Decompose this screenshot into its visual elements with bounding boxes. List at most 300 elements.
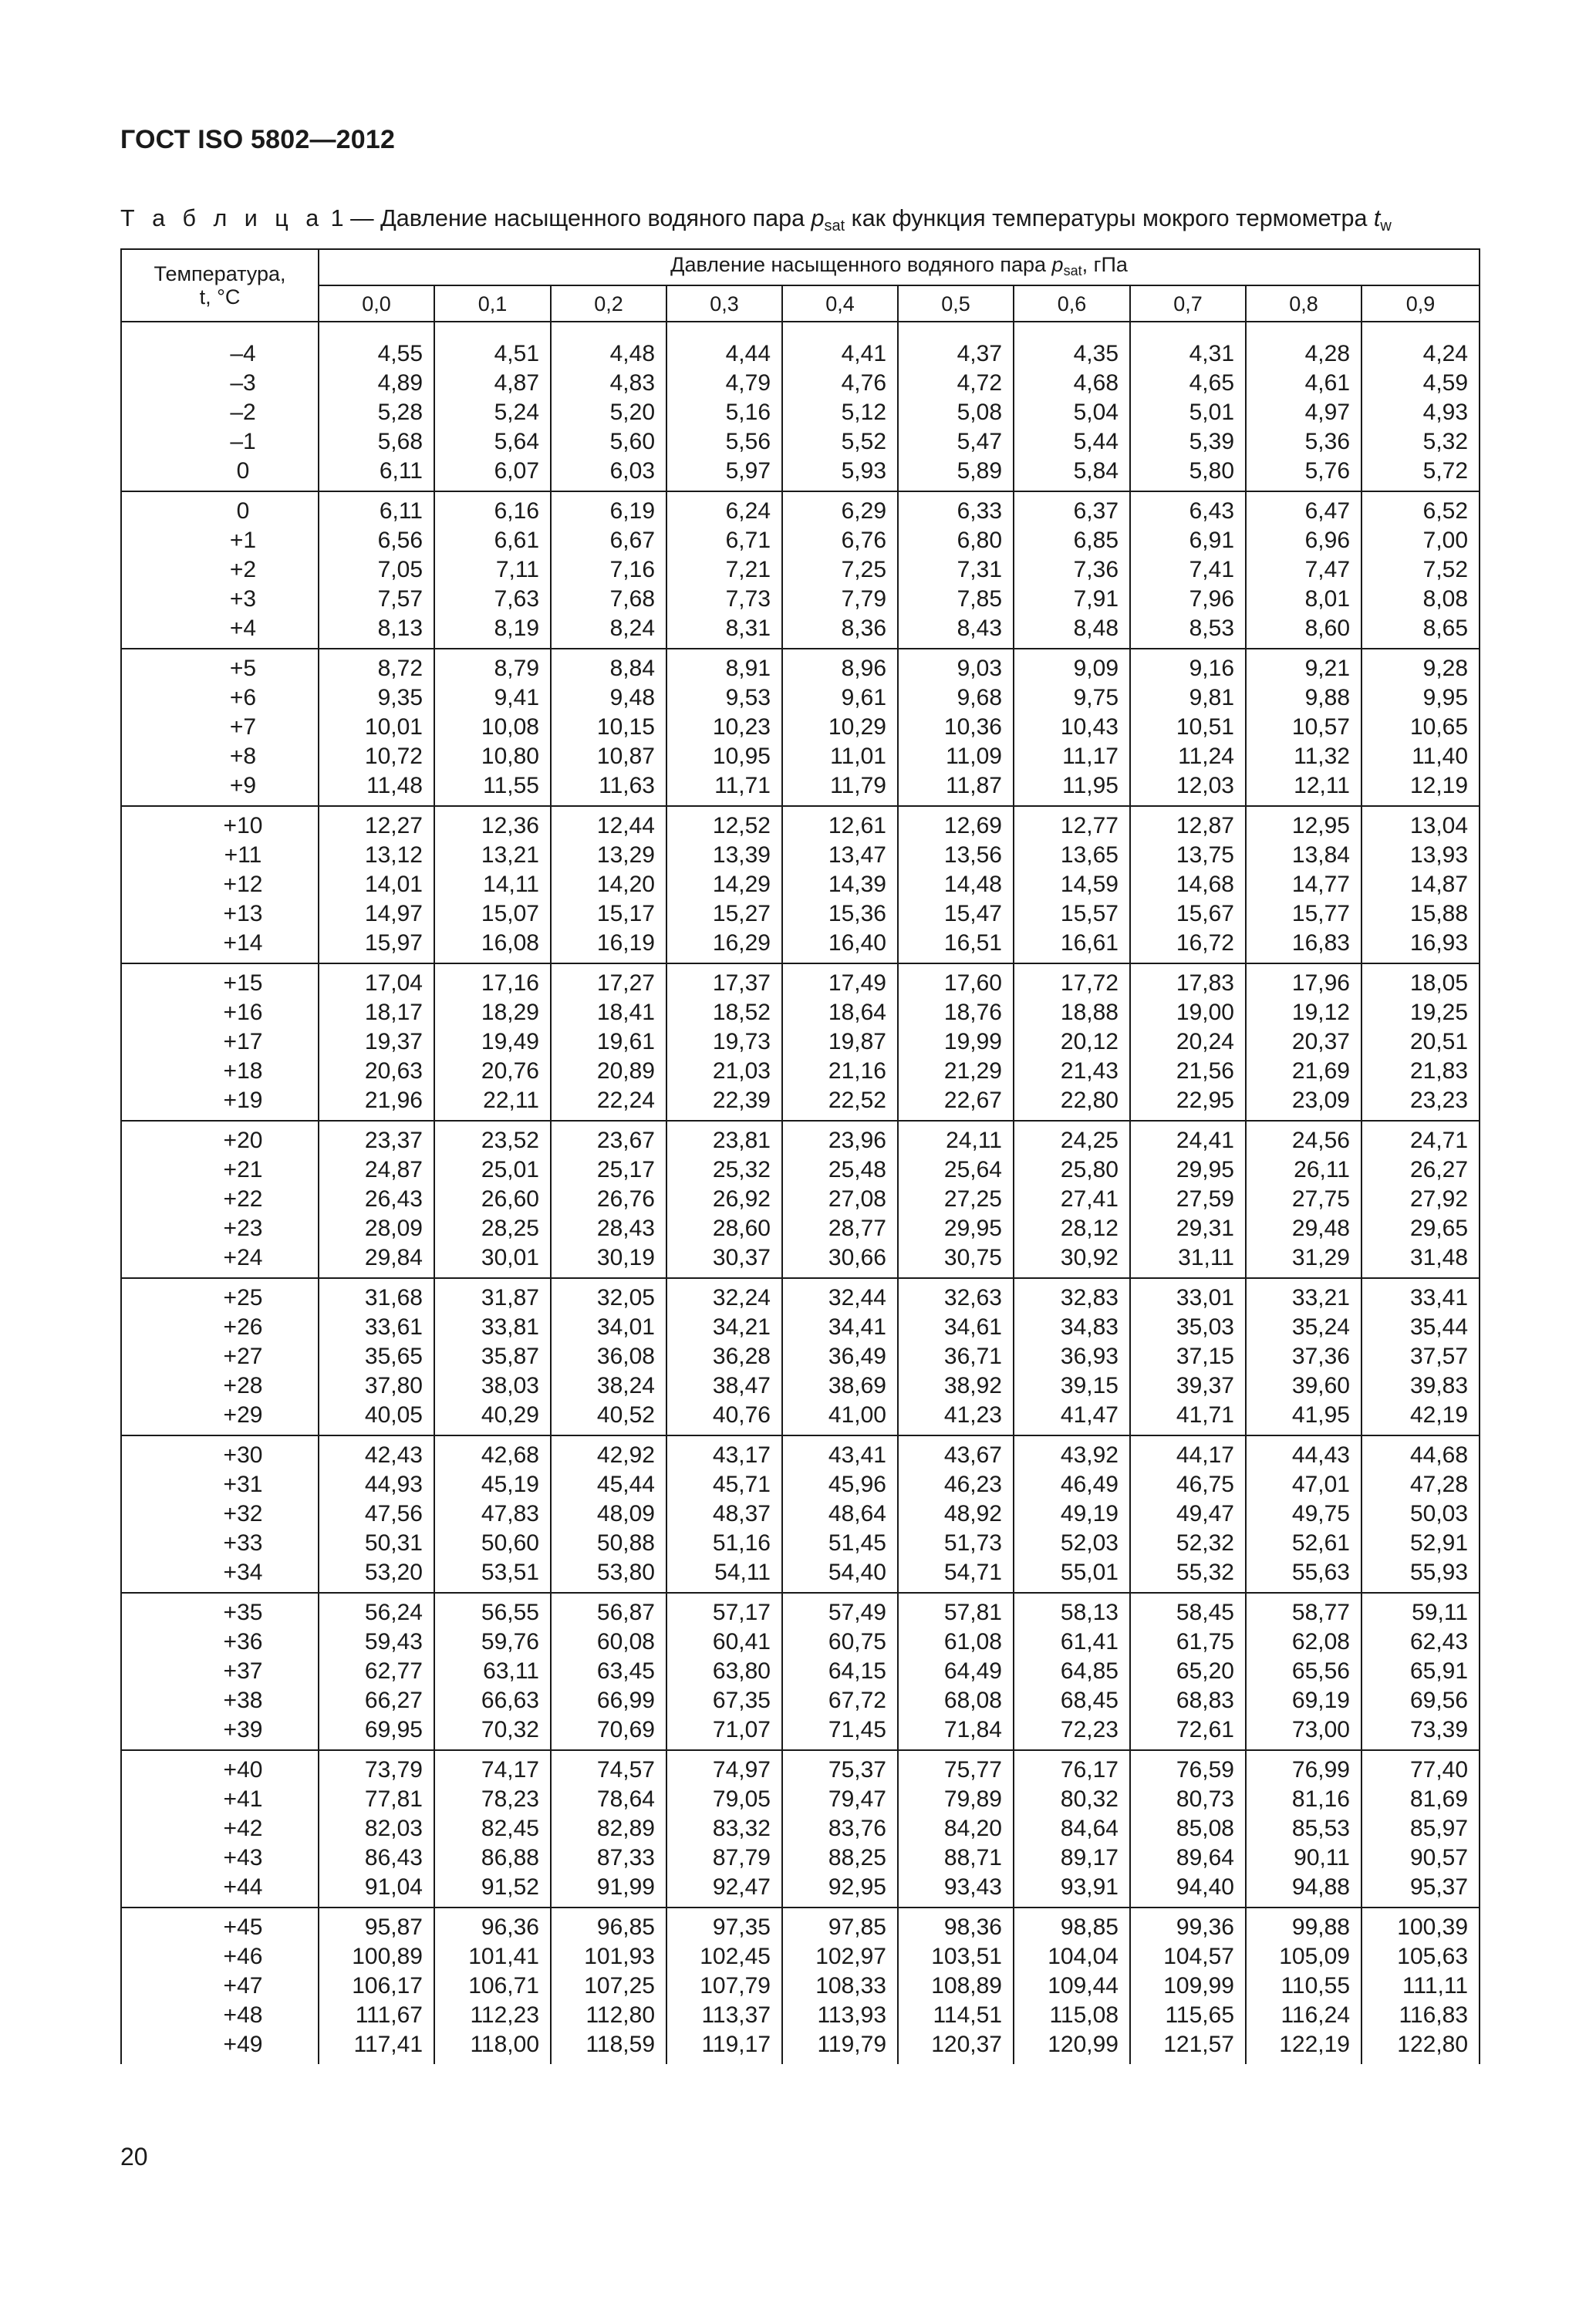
caption-t-symbol: t: [1373, 205, 1381, 231]
temperature-cell: [121, 335, 319, 491]
pressure-value: 73,00: [1291, 1717, 1350, 1742]
pressure-cell: [782, 649, 898, 806]
pressure-value: 37,57: [1409, 1344, 1469, 1369]
spacer-cell: [1361, 322, 1480, 335]
pressure-value: 22,67: [943, 1088, 1002, 1113]
pressure-value: 5,72: [1422, 458, 1469, 484]
pressure-cell: [666, 1121, 782, 1278]
pressure-value: 48,37: [712, 1501, 771, 1526]
pressure-value: 10,72: [364, 744, 423, 769]
temperature-cell: [121, 1593, 319, 1750]
pressure-value: 10,80: [481, 744, 539, 769]
pressure-value: 98,85: [1060, 1914, 1119, 1940]
pressure-cell: [898, 806, 1014, 963]
pressure-value: 38,47: [712, 1373, 771, 1398]
pressure-value: 5,80: [1189, 458, 1234, 484]
pressure-value: 5,36: [1304, 429, 1350, 454]
pressure-value: 10,65: [1409, 714, 1469, 740]
temperature-group: [121, 1593, 1480, 1750]
pressure-cell: [1130, 1435, 1246, 1593]
pressure-value: 31,87: [481, 1285, 539, 1310]
pressure-value: 38,24: [596, 1373, 655, 1398]
pressure-value: 49,19: [1060, 1501, 1119, 1526]
page-number: 20: [120, 2143, 148, 2171]
pressure-value: 35,87: [481, 1344, 539, 1369]
pressure-value: 9,41: [494, 685, 539, 710]
pressure-value: 112,80: [585, 2002, 655, 2028]
pressure-value: 7,79: [841, 586, 886, 612]
pressure-cell: [1361, 1121, 1480, 1278]
pressure-value: 82,89: [596, 1816, 655, 1841]
pressure-cell: [782, 1593, 898, 1750]
pressure-value: 44,93: [364, 1472, 423, 1497]
pressure-value: 36,93: [1060, 1344, 1119, 1369]
pressure-value: 52,03: [1060, 1530, 1119, 1556]
pressure-value: 57,81: [943, 1600, 1002, 1625]
pressure-value: 29,84: [364, 1245, 423, 1270]
pressure-value: 85,08: [1176, 1816, 1234, 1841]
pressure-value: 74,97: [712, 1757, 771, 1783]
pressure-value: 8,91: [725, 656, 771, 681]
pressure-value: 12,44: [596, 813, 655, 838]
temperature-value: +21: [223, 1157, 263, 1182]
pressure-cell: [898, 1593, 1014, 1750]
pressure-value: 12,52: [712, 813, 771, 838]
pressure-value: 47,83: [481, 1501, 539, 1526]
pressure-value: 19,99: [943, 1029, 1002, 1054]
pressure-value: 95,87: [364, 1914, 423, 1940]
temperature-value: +40: [223, 1757, 263, 1783]
spacer-cell: [1014, 322, 1130, 335]
pressure-value: 8,48: [1073, 616, 1119, 641]
pressure-value: 91,04: [364, 1874, 423, 1900]
pressure-value: 14,11: [483, 872, 539, 897]
temperature-value: +8: [229, 744, 257, 769]
pressure-value: 5,24: [494, 400, 539, 425]
pressure-value: 61,08: [943, 1629, 1002, 1655]
pressure-value: 111,11: [1402, 1973, 1469, 1999]
pressure-value: 44,43: [1291, 1442, 1350, 1468]
pressure-value: 23,81: [712, 1128, 771, 1153]
pressure-value: 20,24: [1176, 1029, 1234, 1054]
pressure-value: 104,04: [1048, 1944, 1119, 1969]
pressure-value: 30,01: [481, 1245, 539, 1270]
pressure-cell: [1130, 963, 1246, 1121]
pressure-value: 43,41: [828, 1442, 886, 1468]
spacer-cell: [1246, 322, 1361, 335]
pressure-value: 4,51: [494, 341, 539, 366]
temperature-value: +42: [223, 1816, 263, 1841]
pressure-value: 28,43: [596, 1216, 655, 1241]
pressure-value: 12,87: [1176, 813, 1234, 838]
pressure-value: 21,03: [712, 1058, 771, 1084]
pressure-value: 45,19: [481, 1472, 539, 1497]
pressure-value: 7,57: [377, 586, 423, 612]
temperature-group: [121, 1121, 1480, 1278]
pressure-value: 23,37: [364, 1128, 423, 1153]
pressure-value: 11,79: [830, 773, 886, 798]
pressure-value: 8,43: [957, 616, 1002, 641]
temperature-header-line1: Температура,: [154, 262, 286, 285]
temperature-value: +3: [229, 586, 257, 612]
pressure-value: 21,56: [1176, 1058, 1234, 1084]
temperature-value: +29: [223, 1402, 263, 1428]
pressure-value: 73,39: [1409, 1717, 1469, 1742]
pressure-value: 16,40: [828, 930, 886, 956]
pressure-cell: [551, 1750, 666, 1908]
pressure-value: 116,24: [1281, 2002, 1350, 2028]
temperature-value: +46: [223, 1944, 263, 1969]
pressure-value: 28,09: [364, 1216, 423, 1241]
temperature-group: [121, 335, 1480, 491]
temperature-group: [121, 806, 1480, 963]
pressure-value: 13,93: [1409, 842, 1469, 868]
pressure-value: 9,68: [957, 685, 1002, 710]
pressure-value: 84,20: [943, 1816, 1002, 1841]
pressure-value: 14,48: [943, 872, 1002, 897]
temperature-value: +36: [223, 1629, 263, 1655]
pressure-value: 27,92: [1409, 1186, 1469, 1212]
pressure-value: 29,65: [1409, 1216, 1469, 1241]
pressure-value: 101,41: [468, 1944, 539, 1969]
pressure-value: 12,77: [1060, 813, 1119, 838]
pressure-value: 38,03: [481, 1373, 539, 1398]
pressure-value: 20,76: [481, 1058, 539, 1084]
pressure-value: 26,11: [1294, 1157, 1350, 1182]
pressure-value: 79,89: [943, 1786, 1002, 1812]
pressure-value: 64,15: [828, 1658, 886, 1684]
pressure-value: 85,53: [1291, 1816, 1350, 1841]
temperature-value: +23: [223, 1216, 263, 1241]
pressure-value: 6,03: [609, 458, 655, 484]
temperature-value: +9: [229, 773, 257, 798]
pressure-value: 14,68: [1176, 872, 1234, 897]
pressure-cell: [319, 1750, 434, 1908]
pressure-value: 74,17: [481, 1757, 539, 1783]
pressure-header-suffix: , гПа: [1081, 252, 1128, 276]
pressure-cell: [1246, 491, 1361, 649]
pressure-value: 10,01: [364, 714, 423, 740]
pressure-value: 78,23: [481, 1786, 539, 1812]
pressure-value: 17,96: [1291, 970, 1350, 996]
temperature-value: +18: [223, 1058, 263, 1084]
pressure-value: 61,75: [1176, 1629, 1234, 1655]
pressure-value: 29,95: [1176, 1157, 1234, 1182]
pressure-value: 81,69: [1409, 1786, 1469, 1812]
temperature-value: +26: [223, 1314, 263, 1340]
pressure-value: 113,37: [701, 2002, 771, 2028]
pressure-value: 50,88: [596, 1530, 655, 1556]
pressure-value: 69,19: [1291, 1688, 1350, 1713]
pressure-cell: [898, 335, 1014, 491]
pressure-cell: [319, 491, 434, 649]
pressure-value: 8,65: [1422, 616, 1469, 641]
pressure-value: 20,63: [364, 1058, 423, 1084]
spacer-cell: [666, 322, 782, 335]
pressure-value: 54,11: [714, 1560, 771, 1585]
pressure-value: 4,76: [841, 370, 886, 396]
pressure-value: 15,77: [1291, 901, 1350, 926]
temperature-value: +1: [229, 528, 257, 553]
pressure-value: 40,52: [596, 1402, 655, 1428]
pressure-value: 66,27: [364, 1688, 423, 1713]
pressure-value: 41,23: [943, 1402, 1002, 1428]
table-row-group: [121, 1593, 1480, 1750]
pressure-cell: [1130, 1278, 1246, 1435]
pressure-value: 51,16: [712, 1530, 771, 1556]
pressure-value: 102,45: [700, 1944, 771, 1969]
pressure-cell: [319, 335, 434, 491]
caption-text-2: как функция температуры мокрого термометра: [845, 205, 1374, 231]
pressure-value: 9,75: [1073, 685, 1119, 710]
pressure-value: 73,79: [364, 1757, 423, 1783]
pressure-value: 118,00: [470, 2032, 539, 2057]
pressure-cell: [1130, 649, 1246, 806]
table-header: [121, 249, 1480, 322]
fraction-header-cell: 0,2: [551, 285, 666, 322]
pressure-value: 6,47: [1304, 498, 1350, 524]
pressure-value: 5,64: [494, 429, 539, 454]
pressure-value: 48,09: [596, 1501, 655, 1526]
pressure-value: 42,43: [364, 1442, 423, 1468]
pressure-value: 97,35: [712, 1914, 771, 1940]
pressure-value: 10,57: [1291, 714, 1350, 740]
pressure-value: 107,79: [700, 1973, 771, 1999]
pressure-cell: [1246, 1278, 1361, 1435]
pressure-value: 102,97: [815, 1944, 886, 1969]
temperature-group: [121, 649, 1480, 806]
temperature-value: +39: [223, 1717, 263, 1742]
pressure-value: 36,28: [712, 1344, 771, 1369]
pressure-cell: [1246, 806, 1361, 963]
pressure-value: 30,19: [596, 1245, 655, 1270]
pressure-value: 33,41: [1409, 1285, 1469, 1310]
temperature-value: +6: [229, 685, 257, 710]
spacer-cell: [319, 322, 434, 335]
caption-p-sub: sat: [824, 218, 845, 234]
pressure-value: 60,41: [712, 1629, 771, 1655]
pressure-value: 4,68: [1073, 370, 1119, 396]
pressure-value: 12,03: [1176, 773, 1234, 798]
pressure-cell: [551, 649, 666, 806]
pressure-cell: [551, 1435, 666, 1593]
pressure-value: 46,75: [1176, 1472, 1234, 1497]
pressure-value: 6,91: [1189, 528, 1234, 553]
pressure-value: 59,43: [364, 1629, 423, 1655]
pressure-value: 25,64: [943, 1157, 1002, 1182]
temperature-value: +10: [223, 813, 263, 838]
table-row-group: [121, 1435, 1480, 1593]
pressure-value: 6,33: [957, 498, 1002, 524]
pressure-value: 29,48: [1291, 1216, 1350, 1241]
pressure-value: 21,29: [943, 1058, 1002, 1084]
pressure-value: 6,19: [609, 498, 655, 524]
document-id: ГОСТ ISO 5802—2012: [120, 125, 396, 154]
pressure-value: 122,19: [1279, 2032, 1350, 2057]
pressure-cell: [1361, 335, 1480, 491]
pressure-value: 106,17: [352, 1973, 423, 1999]
temperature-value: +24: [223, 1245, 263, 1270]
temperature-value: +7: [229, 714, 257, 740]
pressure-value: 5,60: [609, 429, 655, 454]
pressure-value: 28,60: [712, 1216, 771, 1241]
pressure-value: 15,17: [596, 901, 655, 926]
pressure-value: 19,12: [1291, 1000, 1350, 1025]
temperature-cell: [121, 1750, 319, 1908]
table-row-group: [121, 806, 1480, 963]
pressure-value: 93,91: [1060, 1874, 1119, 1900]
pressure-cell: [1246, 1908, 1361, 2064]
pressure-value: 4,65: [1189, 370, 1234, 396]
pressure-value: 20,89: [596, 1058, 655, 1084]
pressure-value: 17,16: [481, 970, 539, 996]
pressure-value: 53,51: [481, 1560, 539, 1585]
pressure-value: 13,39: [712, 842, 771, 868]
pressure-cell: [434, 1750, 551, 1908]
pressure-value: 109,99: [1163, 1973, 1234, 1999]
pressure-value: 56,55: [481, 1600, 539, 1625]
fraction-header-row: [121, 285, 1480, 322]
pressure-value: 14,39: [828, 872, 886, 897]
pressure-cell: [1014, 1750, 1130, 1908]
pressure-value: 5,89: [957, 458, 1002, 484]
pressure-cell: [1130, 806, 1246, 963]
pressure-value: 55,63: [1291, 1560, 1350, 1585]
pressure-value: 10,23: [712, 714, 771, 740]
pressure-value: 117,41: [353, 2032, 423, 2057]
pressure-value: 6,11: [379, 458, 423, 484]
pressure-value: 4,87: [494, 370, 539, 396]
pressure-value: 16,08: [481, 930, 539, 956]
temperature-value: +49: [223, 2032, 263, 2057]
temperature-group: [121, 491, 1480, 649]
pressure-value: 4,61: [1304, 370, 1350, 396]
pressure-value: 23,09: [1291, 1088, 1350, 1113]
pressure-value: 21,96: [364, 1088, 423, 1113]
pressure-cell: [782, 963, 898, 1121]
pressure-value: 26,27: [1409, 1157, 1469, 1182]
pressure-value: 82,03: [364, 1816, 423, 1841]
pressure-value: 37,36: [1291, 1344, 1350, 1369]
pressure-value: 10,08: [481, 714, 539, 740]
pressure-value: 42,92: [596, 1442, 655, 1468]
pressure-value: 8,19: [494, 616, 539, 641]
pressure-value: 11,17: [1062, 744, 1119, 769]
pressure-cell: [1361, 1435, 1480, 1593]
pressure-value: 30,66: [828, 1245, 886, 1270]
pressure-cell: [551, 491, 666, 649]
pressure-value: 21,83: [1409, 1058, 1469, 1084]
pressure-value: 14,20: [596, 872, 655, 897]
pressure-value: 7,11: [495, 557, 539, 582]
temperature-column-header: [121, 249, 319, 322]
pressure-value: 8,72: [377, 656, 423, 681]
pressure-cell: [319, 1593, 434, 1750]
pressure-value: 77,40: [1409, 1757, 1469, 1783]
temperature-value: +33: [223, 1530, 263, 1556]
pressure-value: 13,65: [1060, 842, 1119, 868]
pressure-value: 87,33: [596, 1845, 655, 1870]
pressure-value: 18,76: [943, 1000, 1002, 1025]
pressure-value: 14,97: [364, 901, 423, 926]
pressure-cell: [666, 1435, 782, 1593]
pressure-value: 40,05: [364, 1402, 423, 1428]
temperature-value: +38: [223, 1688, 263, 1713]
pressure-cell: [319, 1121, 434, 1278]
pressure-value: 16,61: [1060, 930, 1119, 956]
pressure-value: 54,71: [943, 1560, 1002, 1585]
pressure-value: 122,80: [1397, 2032, 1469, 2057]
pressure-value: 87,79: [712, 1845, 771, 1870]
pressure-value: 71,84: [943, 1717, 1002, 1742]
temperature-value: +44: [223, 1874, 263, 1900]
pressure-value: 29,31: [1176, 1216, 1234, 1241]
pressure-value: 68,83: [1176, 1688, 1234, 1713]
pressure-value: 24,41: [1176, 1128, 1234, 1153]
temperature-value: +32: [223, 1501, 263, 1526]
pressure-value: 69,56: [1409, 1688, 1469, 1713]
pressure-cell: [898, 1435, 1014, 1593]
pressure-value: 51,73: [943, 1530, 1002, 1556]
pressure-value: 83,76: [828, 1816, 886, 1841]
pressure-value: 8,36: [841, 616, 886, 641]
pressure-value: 107,25: [584, 1973, 655, 1999]
pressure-value: 33,21: [1291, 1285, 1350, 1310]
pressure-value: 5,68: [377, 429, 423, 454]
pressure-value: 15,47: [943, 901, 1002, 926]
pressure-value: 53,80: [596, 1560, 655, 1585]
pressure-cell: [1361, 1908, 1480, 2064]
pressure-value: 6,16: [494, 498, 539, 524]
caption-t-sub: w: [1380, 218, 1392, 234]
pressure-value: 7,31: [957, 557, 1002, 582]
fraction-header-cell: 0,6: [1014, 285, 1130, 322]
pressure-value: 26,43: [364, 1186, 423, 1212]
pressure-value: 24,25: [1060, 1128, 1119, 1153]
pressure-value: 9,81: [1189, 685, 1234, 710]
pressure-value: 5,32: [1422, 429, 1469, 454]
pressure-value: 39,37: [1176, 1373, 1234, 1398]
pressure-value: 31,29: [1291, 1245, 1350, 1270]
pressure-value: 58,45: [1176, 1600, 1234, 1625]
pressure-value: 31,11: [1178, 1245, 1234, 1270]
pressure-value: 5,44: [1073, 429, 1119, 454]
pressure-value: 88,71: [943, 1845, 1002, 1870]
pressure-value: 55,93: [1409, 1560, 1469, 1585]
pressure-value: 7,68: [609, 586, 655, 612]
temperature-value: +30: [223, 1442, 263, 1468]
pressure-value: 99,88: [1291, 1914, 1350, 1940]
pressure-value: 5,84: [1073, 458, 1119, 484]
pressure-value: 4,31: [1189, 341, 1234, 366]
pressure-value: 39,83: [1409, 1373, 1469, 1398]
pressure-cell: [319, 1278, 434, 1435]
pressure-value: 82,45: [481, 1816, 539, 1841]
fraction-header-cell: 0,5: [898, 285, 1014, 322]
pressure-value: 94,40: [1176, 1874, 1234, 1900]
pressure-value: 8,96: [841, 656, 886, 681]
temperature-value: +28: [223, 1373, 263, 1398]
pressure-value: 4,59: [1422, 370, 1469, 396]
pressure-cell: [434, 1435, 551, 1593]
pressure-value: 32,63: [943, 1285, 1002, 1310]
pressure-cell: [666, 649, 782, 806]
pressure-cell: [1014, 335, 1130, 491]
pressure-value: 4,35: [1073, 341, 1119, 366]
pressure-value: 103,51: [931, 1944, 1002, 1969]
pressure-value: 18,17: [364, 1000, 423, 1025]
pressure-value: 5,56: [725, 429, 771, 454]
